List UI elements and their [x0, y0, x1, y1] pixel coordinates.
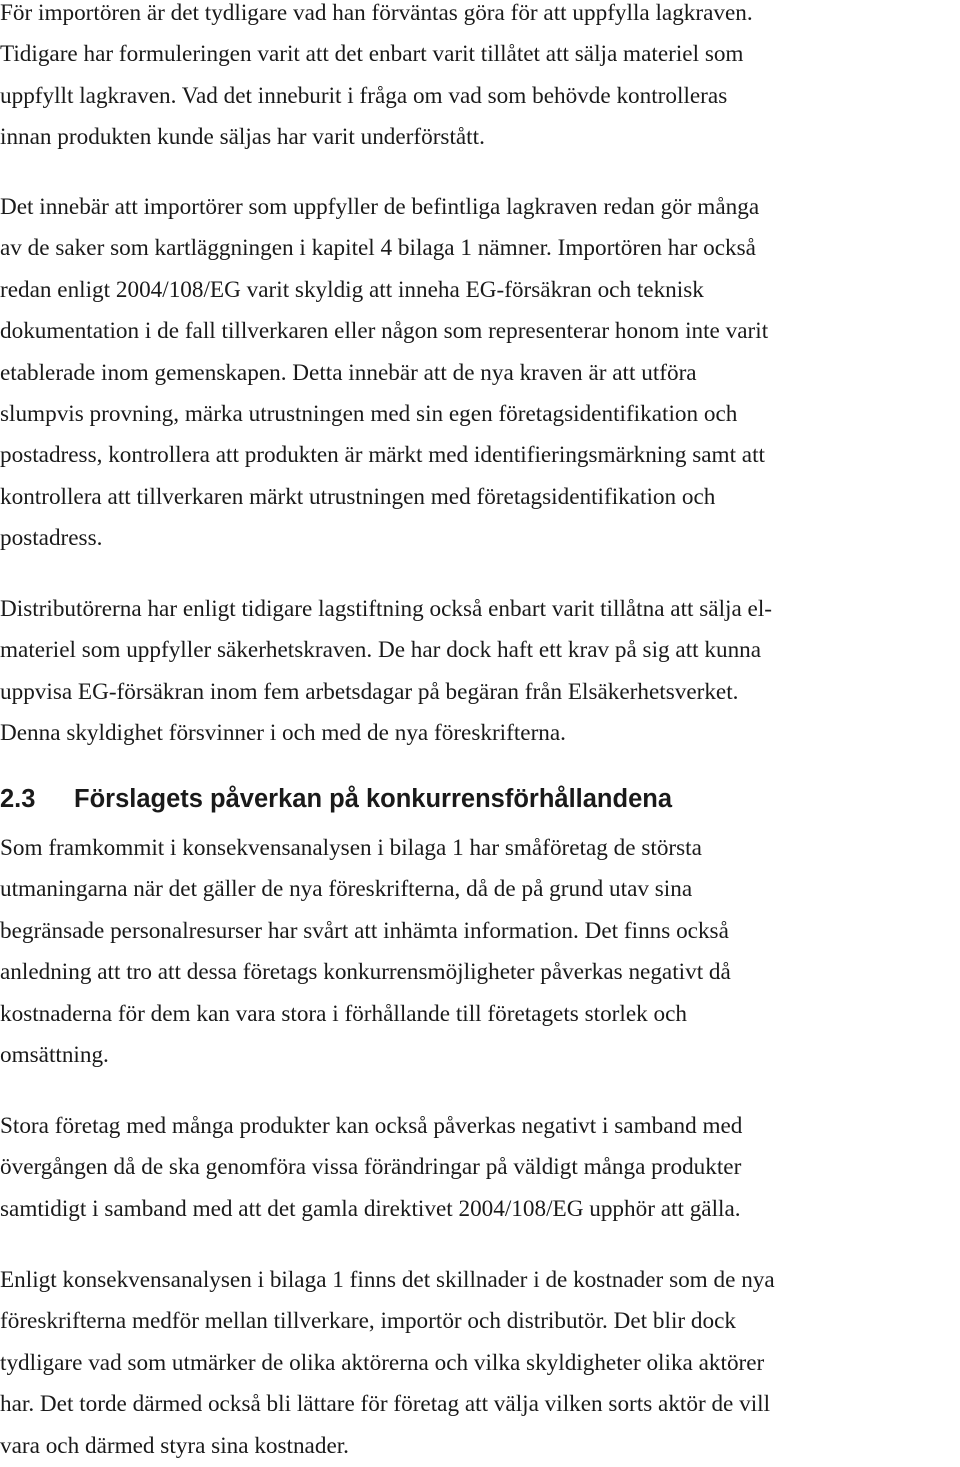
- text-line: utmaningarna när det gäller de nya föreskrifterna, då de på grund utav sina: [0, 876, 693, 903]
- paragraph-importer-obligations: [0, 187, 960, 560]
- text-line: uppfyllt lagkraven. Vad det inneburit i fråga om vad som behövde kontrolleras: [0, 82, 728, 109]
- text-line: postadress, kontrollera att produkten är märkt med identifieringsmärkning samt att: [0, 442, 765, 469]
- text-line: av de saker som kartläggningen i kapitel 4 bilaga 1 nämner. Importören har också: [0, 235, 756, 262]
- text-line: begränsade personalresurser har svårt att inhämta information. Det finns också: [0, 917, 729, 944]
- text-line: slumpvis provning, märka utrustningen med sin egen företagsidentifikation och: [0, 400, 738, 427]
- text-line: innan produkten kunde säljas har varit underförstått.: [0, 124, 485, 151]
- text-line: Som framkommit i konsekvensanalysen i bilaga 1 har småföretag de största: [0, 835, 702, 861]
- paragraph-large-companies: [0, 1106, 960, 1230]
- text-line: kostnaderna för dem kan vara stora i förhållande till företagets storlek och: [0, 1000, 687, 1027]
- section-heading: [0, 779, 960, 820]
- text-line: vara och därmed styra sina kostnader.: [0, 1432, 349, 1459]
- text-line: har. Det torde därmed också bli lättare för företag att välja vilken sorts aktör de vill: [0, 1391, 771, 1418]
- text-line: Enligt konsekvensanalysen i bilaga 1 finns det skillnader i de kostnader som de nya: [0, 1267, 775, 1293]
- text-line: dokumentation i de fall tillverkaren eller någon som representerar honom inte varit: [0, 318, 769, 345]
- text-line: anledning att tro att dessa företags konkurrensmöjligheter påverkas negativt då: [0, 959, 731, 986]
- text-line: Denna skyldighet försvinner i och med de nya föreskrifterna.: [0, 720, 566, 747]
- text-line: redan enligt 2004/108/EG varit skyldig att inneha EG-försäkran och teknisk: [0, 276, 704, 303]
- text-line: föreskrifterna medför mellan tillverkare, importör och distributör. Det blir dock: [0, 1308, 736, 1335]
- text-line: tydligare vad som utmärker de olika aktörerna och vilka skyldigheter olika aktörer: [0, 1349, 765, 1376]
- paragraph-distributors: [0, 589, 960, 755]
- section-title: Förslagets påverkan på konkurrensförhållandena: [74, 785, 673, 813]
- text-line: övergången då de ska genomföra vissa förändringar på väldigt många produkter: [0, 1154, 742, 1181]
- text-line: uppvisa EG-försäkran inom fem arbetsdagar på begäran från Elsäkerhetsverket.: [0, 678, 739, 705]
- text-line: materiel som uppfyller säkerhetskraven. De har dock haft ett krav på sig att kunna: [0, 637, 762, 664]
- text-line: samtidigt i samband med att det gamla direktivet 2004/108/EG upphör att gälla.: [0, 1195, 741, 1222]
- paragraph-importer-clarity: [0, 0, 960, 159]
- paragraph-small-companies: [0, 828, 960, 1076]
- paragraph-cost-differences: [0, 1260, 960, 1467]
- text-line: Distributörerna har enligt tidigare lagstiftning också enbart varit tillåtna att sälja el-: [0, 596, 773, 622]
- text-line: Tidigare har formuleringen varit att det enbart varit tillåtet att sälja materiel som: [0, 41, 744, 68]
- section-number: 2.3: [0, 785, 36, 813]
- text-line: etablerade inom gemenskapen. Detta innebär att de nya kraven är att utföra: [0, 359, 697, 386]
- text-line: Det innebär att importörer som uppfyller de befintliga lagkraven redan gör många: [0, 194, 760, 220]
- text-line: postadress.: [0, 525, 103, 552]
- text-line: omsättning.: [0, 1041, 109, 1068]
- text-line: För importören är det tydligare vad han förväntas göra för att uppfylla lagkraven.: [0, 0, 753, 26]
- text-line: Stora företag med många produkter kan också påverkas negativt i samband med: [0, 1113, 743, 1139]
- text-line: kontrollera att tillverkaren märkt utrustningen med företagsidentifikation och: [0, 483, 716, 510]
